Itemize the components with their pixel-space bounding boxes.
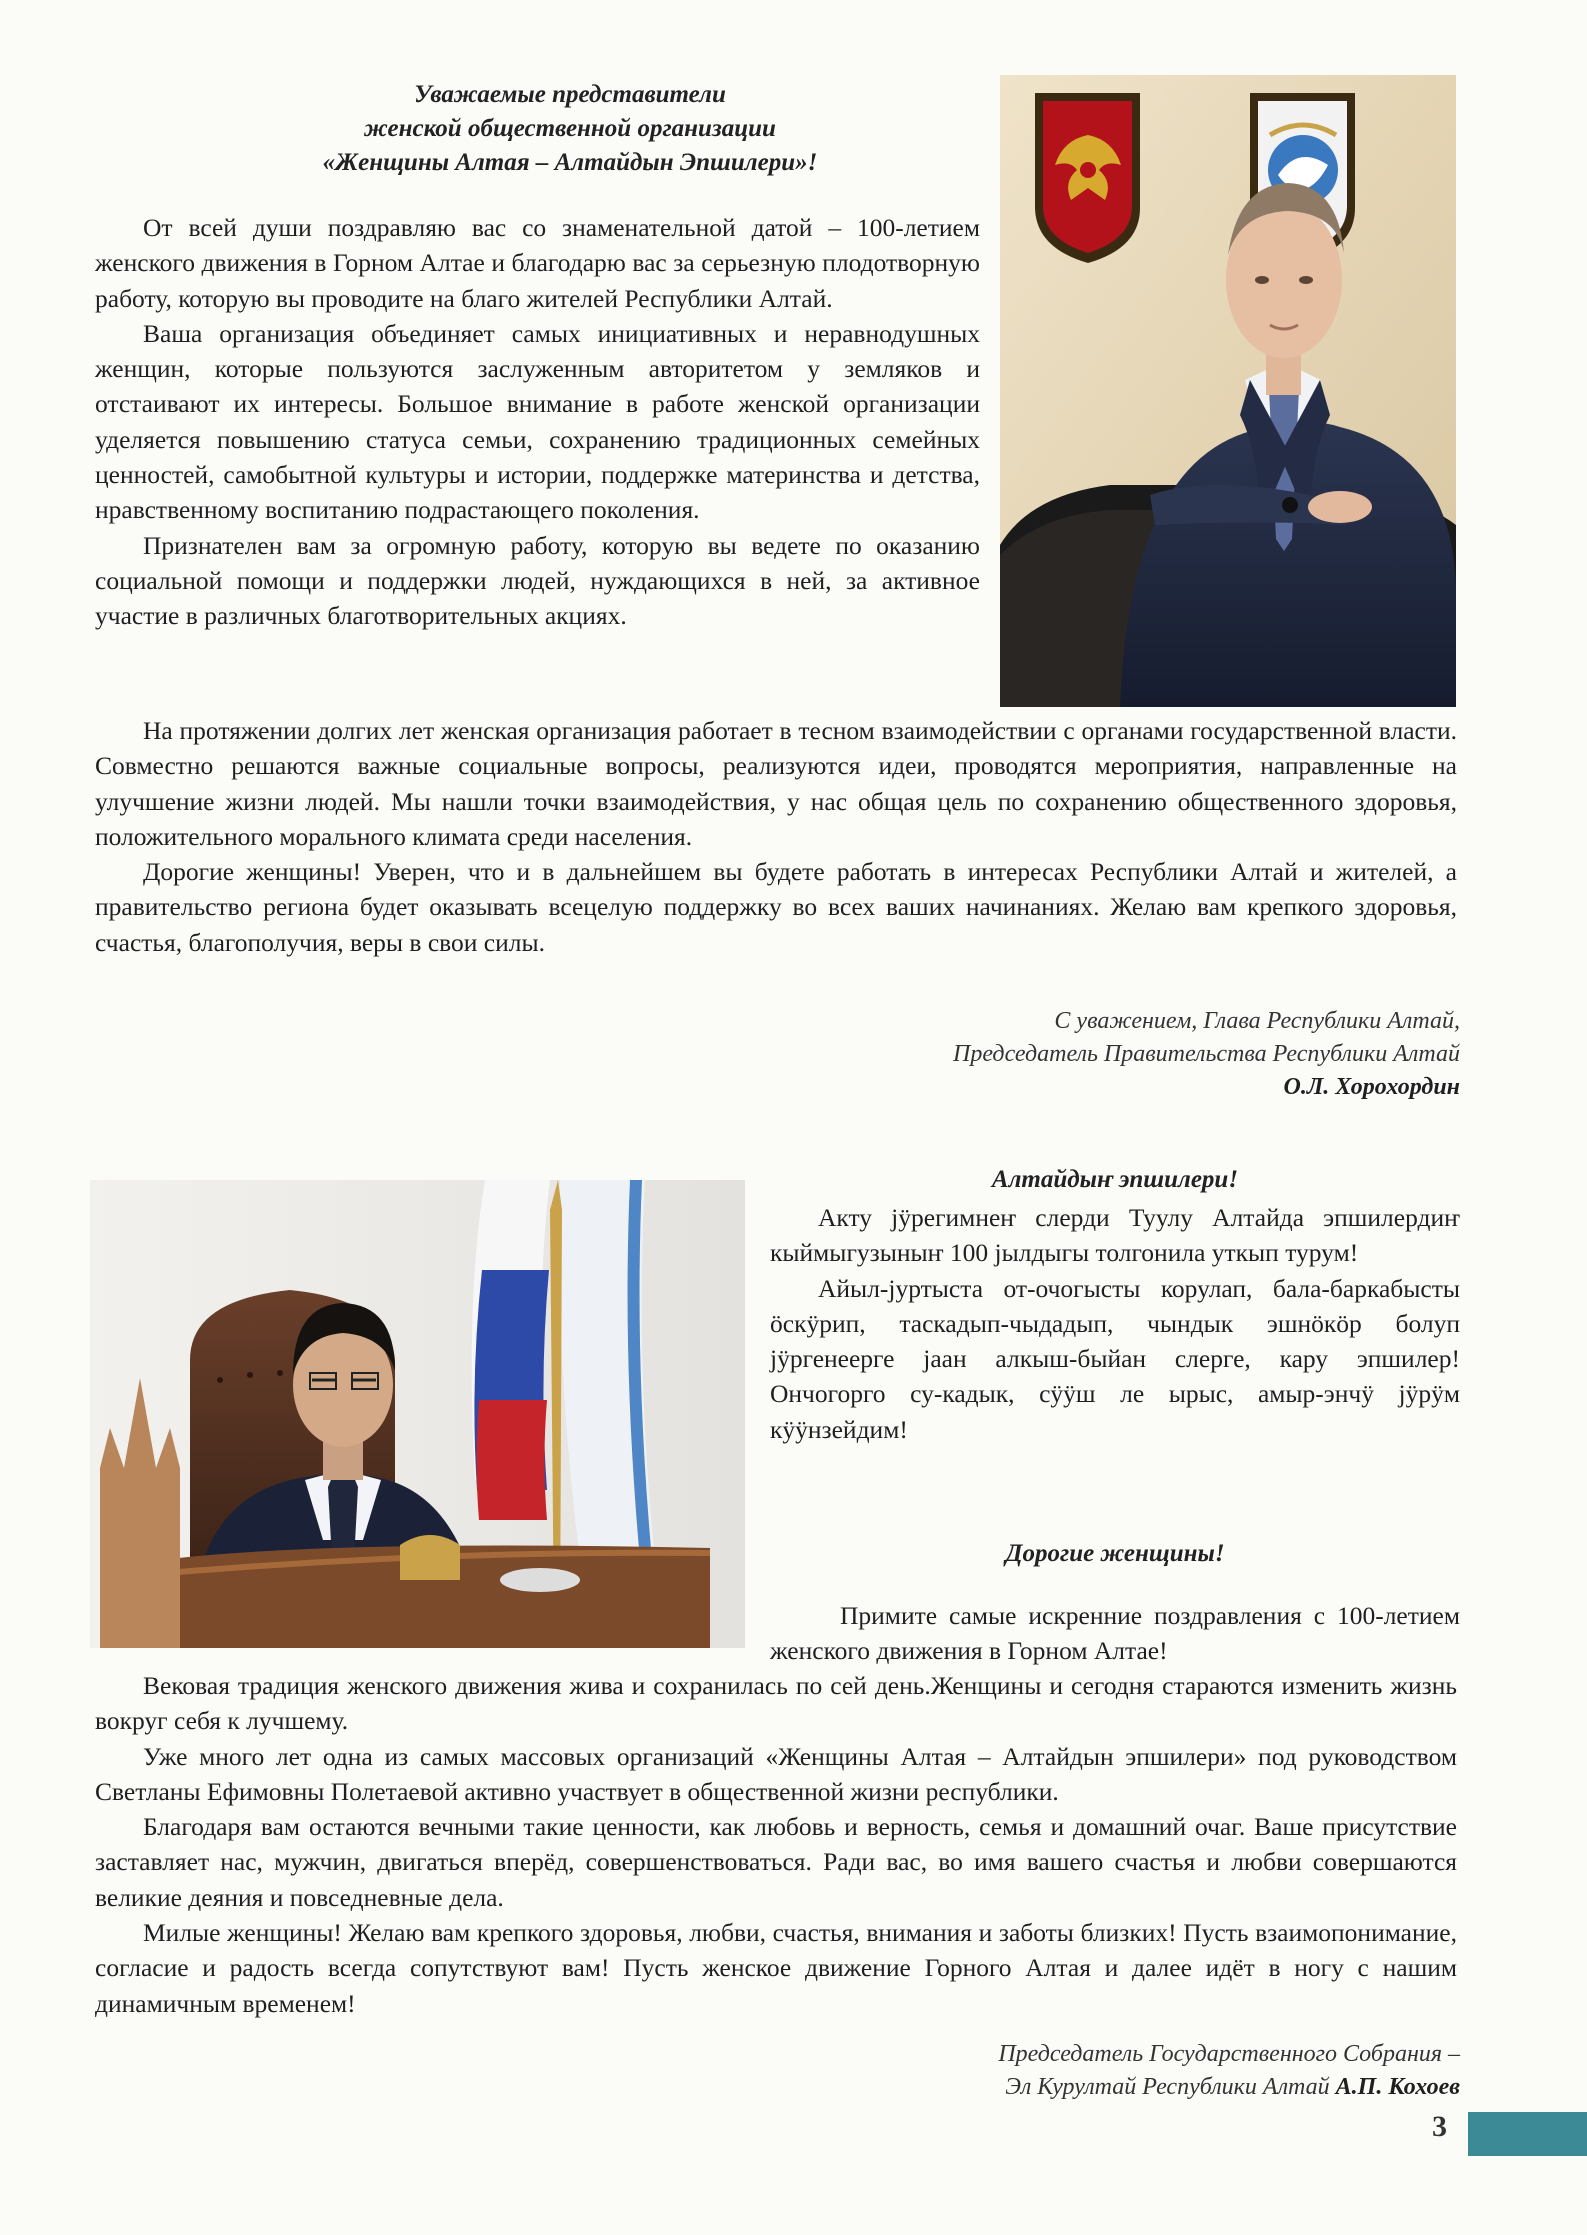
- letter1-full-text: [95, 713, 1457, 960]
- paragraph: Примите самые искренние поздравления с 100-летием женского движения в Горном Алтае!: [770, 1601, 1460, 1666]
- letter1-top-text: [95, 210, 980, 634]
- letter1-heading-line: «Женщины Алтая – Алтайдын Эпшилери»!: [322, 149, 818, 176]
- signature-line: С уважением, Глава Республики Алтай,: [1054, 1008, 1460, 1034]
- altai-text: [770, 1200, 1460, 1447]
- letter1-heading-line: Уважаемые представители: [414, 81, 726, 108]
- russian-flag-icon: [472, 1180, 550, 1520]
- letter1-signature: [700, 1005, 1460, 1104]
- letter2-signature: [700, 2038, 1460, 2104]
- page-accent-tab: [1468, 2112, 1587, 2156]
- paragraph: Милые женщины! Желаю вам крепкого здоровья, любви, счастья, внимания и заботы близких! Пусть взаимопонимание, согласие и радость всегда сопутствуют вам! Пусть женское движение Горного Алтая и далее идёт в ногу с нашим динамичным временем!: [95, 1918, 1457, 2018]
- paragraph: Признателен вам за огромную работу, которую вы ведете по оказанию социальной помощи и поддержки людей, нуждающихся в ней, за активное участие в различных благотворительных акциях.: [95, 530, 980, 631]
- paragraph: Ваша организация объединяет самых инициативных и неравнодушных женщин, которые пользуются заслуженным авторитетом у земляков и отстаивают их интересы. Большое внимание в работе женской организации уделяется повышению статуса семьи, сохранению традиционных семейных ценностей, самобытной культуры и истории, поддержке материнства и детства, нравственному воспитанию подрастающего поколения.: [95, 318, 980, 525]
- letter2-full-text: [95, 1668, 1457, 2021]
- paragraph: Благодаря вам остаются вечными такие ценности, как любовь и верность, семья и домашний очаг. Ваше присутствие заставляет нас, мужчин, двигаться вперёд, совершенствоваться. Ради вас, во имя вашего счастья и любви совершаются великие деяния и повседневные дела.: [95, 1812, 1457, 1912]
- letter1-heading-line: женской общественной организации: [364, 115, 776, 142]
- paragraph: От всей души поздравляю вас со знаменательной датой – 100-летием женского движения в Горном Алтае и благодарю вас за серьезную плодотворную работу, которую вы проводите на благо жителей Республики Алтай.: [95, 213, 980, 313]
- signature-line: Председатель Правительства Республики Алтай: [953, 1041, 1460, 1067]
- signature-line: Председатель Государственного Собрания –: [998, 2041, 1460, 2067]
- governor-portrait-photo: [1000, 75, 1456, 707]
- signature-line: Эл Курултай Республики Алтай: [1005, 2074, 1330, 2100]
- altai-flag-icon: [559, 1180, 655, 1560]
- page-number: 3: [1432, 2110, 1447, 2143]
- altai-heading: Алтайдыҥ эпшилери!: [991, 1166, 1239, 1193]
- paragraph: Айыл-јуртыста от-очогысты корулап, бала-баркабысты ӧскӱрип, таскадып-чыдадып, чындык эшнӧкӧр болуп јӱргенеерге јаан алкыш-быйан слерге, кару эпшилер! Ончогорго су-кадык, сӱӱш ле ырыс, амыр-энчӱ јӱрӱм кӱӱнзейдим!: [770, 1273, 1460, 1444]
- letter1-heading: [160, 78, 980, 180]
- paragraph: На протяжении долгих лет женская организация работает в тесном взаимодействии с органами государственной власти. Совместно решаются важные социальные вопросы, реализуются идеи, проводятся мероприятия, направленные на улучшение жизни людей. Мы нашли точки взаимодействия, у нас общая цель по сохранению общественного здоровья, положительного морального климата среди населения.: [95, 716, 1457, 851]
- signature-name: О.Л. Хорохордин: [1283, 1074, 1460, 1100]
- signature-name: А.П. Кохоев: [1335, 2074, 1460, 2100]
- ru-intro: [770, 1598, 1460, 1669]
- paragraph: Вековая традиция женского движения жива и сохранилась по сей день.Женщины и сегодня стараются изменить жизнь вокруг себя к лучшему.: [95, 1671, 1457, 1736]
- paragraph: Дорогие женщины! Уверен, что и в дальнейшем вы будете работать в интересах Республики Алтай и жителей, а правительство региона будет оказывать всецелую поддержку во всех ваших начинаниях. Желаю вам крепкого здоровья, счастья, благополучия, веры в свои силы.: [95, 857, 1457, 957]
- ru-heading: Дорогие женщины!: [1005, 1540, 1225, 1567]
- paragraph: Уже много лет одна из самых массовых организаций «Женщины Алтая – Алтайдын эпшилери» под руководством Светланы Ефимовны Полетаевой активно участвует в общественной жизни республики.: [95, 1741, 1457, 1806]
- paragraph: Акту јӱрегимнеҥ слерди Туулу Алтайда эпшилердиҥ кыймыгузыныҥ 100 јылдыгы толгонила уткып турум!: [770, 1203, 1460, 1268]
- russia-coat-of-arms-icon: [1035, 93, 1140, 263]
- chairman-portrait-photo: [90, 1180, 745, 1648]
